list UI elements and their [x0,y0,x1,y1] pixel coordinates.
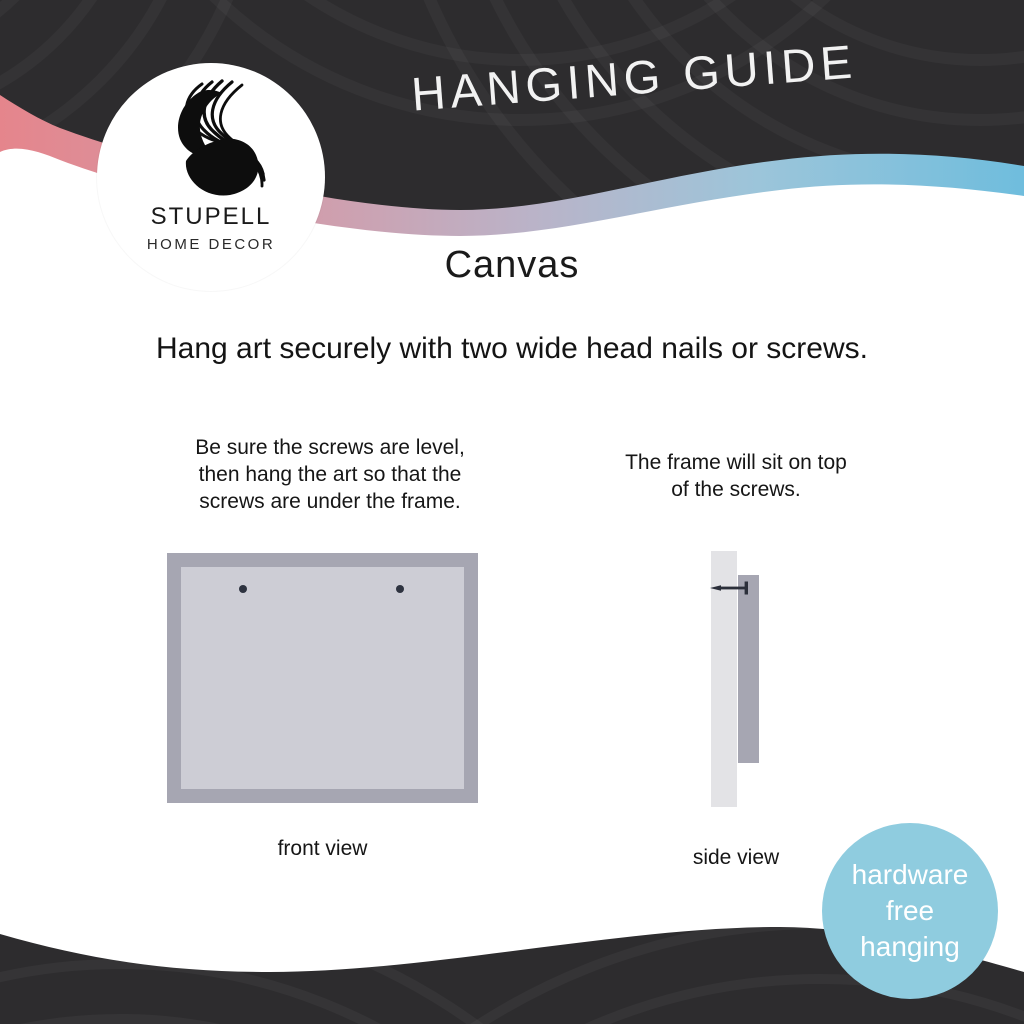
frame-bar [738,575,759,763]
front-view-diagram [167,553,478,803]
side-view-label: side view [692,846,780,869]
badge-line: hardware [851,859,969,890]
nail-icon [710,580,752,596]
brand-name: STUPELL [150,203,272,230]
caption-line: Be sure the screws are level, [195,436,465,459]
page-title: HANGING GUIDE [409,34,859,121]
hardware-free-badge [822,823,998,999]
product-type-heading: Canvas [444,244,580,286]
stupell-logo-icon [155,77,267,201]
side-view-caption [586,449,886,503]
caption-line: of the screws. [671,478,801,501]
front-view-label: front view [277,837,368,860]
canvas-face [181,567,464,789]
caption-line: The frame will sit on top [625,451,847,474]
caption-line: screws are under the frame. [199,490,461,513]
badge-line: hanging [860,931,960,962]
brand-tagline: HOME DECOR [146,236,276,253]
headline-text: Hang art securely with two wide head nails or screws. [156,332,868,365]
badge-line: free [885,895,935,926]
screw-dot-right [396,585,404,593]
brand-medallion [97,63,325,291]
caption-line: then hang the art so that the [198,463,462,486]
screw-dot-left [239,585,247,593]
front-view-caption [130,434,530,515]
